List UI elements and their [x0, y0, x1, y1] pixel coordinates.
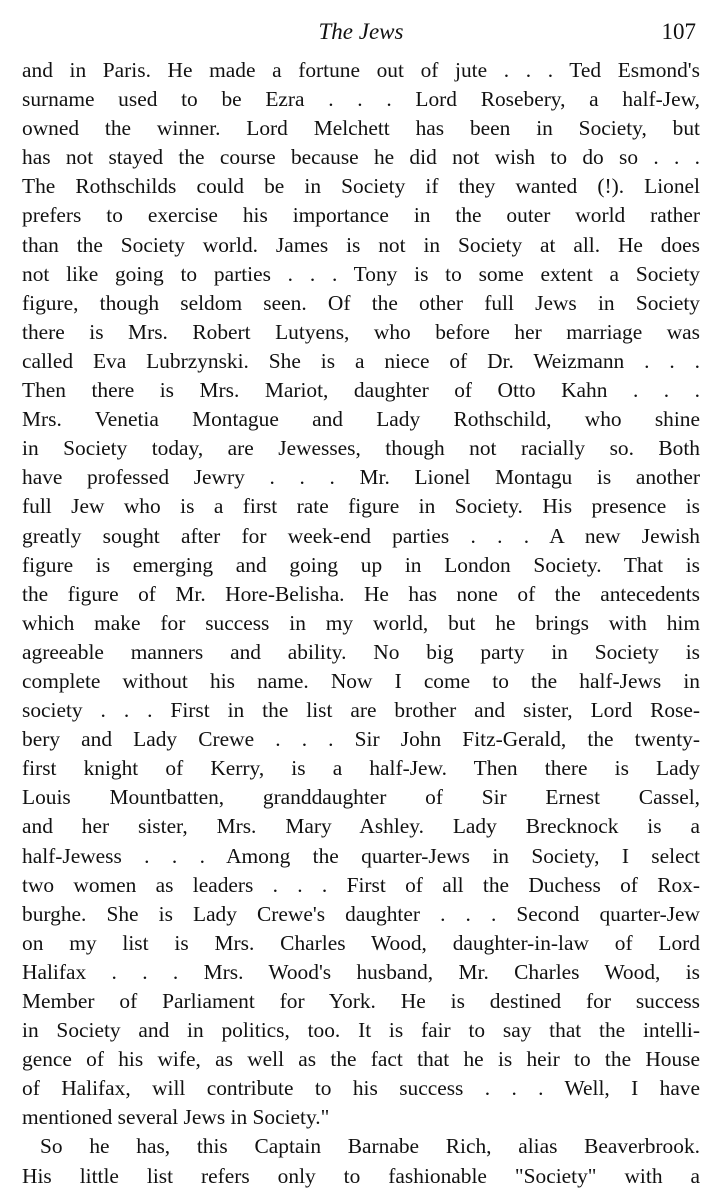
text-line: So he has, this Captain Barnabe Rich, alias Beaverbrook.	[40, 1134, 700, 1159]
text-line: in Society and in politics, too. It is fair to say that the intelli-	[22, 1018, 700, 1043]
text-line: which make for success in my world, but he brings with him	[22, 610, 700, 635]
text-line: greatly sought after for week-end parties . . . A new Jewish	[22, 523, 700, 548]
text-line: on my list is Mrs. Charles Wood, daughter-in-law of Lord	[22, 930, 700, 955]
text-line: prefers to exercise his importance in the outer world rather	[22, 203, 700, 228]
text-line: than the Society world. James is not in Society at all. He does	[22, 232, 700, 257]
text-line: in Society today, are Jewesses, though not racially so. Both	[22, 436, 700, 461]
text-line: not like going to parties . . . Tony is to some extent a Society	[22, 261, 700, 286]
text-line: two women as leaders . . . First of all the Duchess of Rox-	[22, 872, 700, 897]
text-line: figure, though seldom seen. Of the other full Jews in Society	[22, 290, 700, 315]
text-line: Halifax . . . Mrs. Wood's husband, Mr. Charles Wood, is	[22, 959, 700, 984]
text-line: full Jew who is a first rate figure in Society. His presence is	[22, 494, 700, 519]
text-line: have professed Jewry . . . Mr. Lionel Montagu is another	[22, 465, 700, 490]
text-line: called Eva Lubrzynski. She is a niece of Dr. Weizmann . . .	[22, 348, 700, 373]
text-line: His little list refers only to fashionable "Society" with a	[22, 1163, 700, 1188]
text-line: surname used to be Ezra . . . Lord Rosebery, a half-Jew,	[22, 87, 700, 112]
text-line: and her sister, Mrs. Mary Ashley. Lady Brecknock is a	[22, 814, 700, 839]
text-line: complete without his name. Now I come to the half-Jews in	[22, 668, 700, 693]
paragraph	[22, 1132, 700, 1190]
text-line: burghe. She is Lady Crewe's daughter . . . Second quarter-Jew	[22, 901, 700, 926]
text-line: has not stayed the course because he did not wish to do so . . .	[22, 145, 700, 170]
text-line: Mrs. Venetia Montague and Lady Rothschild, who shine	[22, 407, 700, 432]
text-line: society . . . First in the list are brother and sister, Lord Rose-	[22, 698, 700, 723]
text-line: gence of his wife, as well as the fact that he is heir to the House	[22, 1047, 700, 1072]
text-line: first knight of Kerry, is a half-Jew. Then there is Lady	[22, 756, 700, 781]
body-text	[22, 56, 700, 1191]
text-line: bery and Lady Crewe . . . Sir John Fitz-Gerald, the twenty-	[22, 727, 700, 752]
text-line: of Halifax, will contribute to his success . . . Well, I have	[22, 1076, 700, 1101]
text-line: The Rothschilds could be in Society if they wanted (!). Lionel	[22, 174, 700, 199]
text-line: figure is emerging and going up in London Society. That is	[22, 552, 700, 577]
text-line: there is Mrs. Robert Lutyens, who before her marriage was	[22, 319, 700, 344]
text-line: and in Paris. He made a fortune out of jute . . . Ted Esmond's	[22, 58, 700, 82]
text-line: the figure of Mr. Hore-Belisha. He has none of the antecedents	[22, 581, 700, 606]
text-line: Louis Mountbatten, granddaughter of Sir Ernest Cassel,	[22, 785, 700, 810]
page-number: 107	[661, 19, 696, 44]
text-line: Member of Parliament for York. He is destined for success	[22, 989, 700, 1013]
running-title: The Jews	[318, 19, 404, 44]
text-line: mentioned several Jews in Society."	[22, 1105, 330, 1130]
paragraph	[22, 56, 700, 1132]
text-line: half-Jewess . . . Among the quarter-Jews in Society, I select	[22, 843, 700, 868]
text-line: Then there is Mrs. Mariot, daughter of Otto Kahn . . .	[22, 378, 700, 403]
text-line: owned the winner. Lord Melchett has been in Society, but	[22, 116, 700, 141]
running-head	[22, 14, 700, 50]
text-line: agreeable manners and ability. No big party in Society is	[22, 639, 700, 664]
